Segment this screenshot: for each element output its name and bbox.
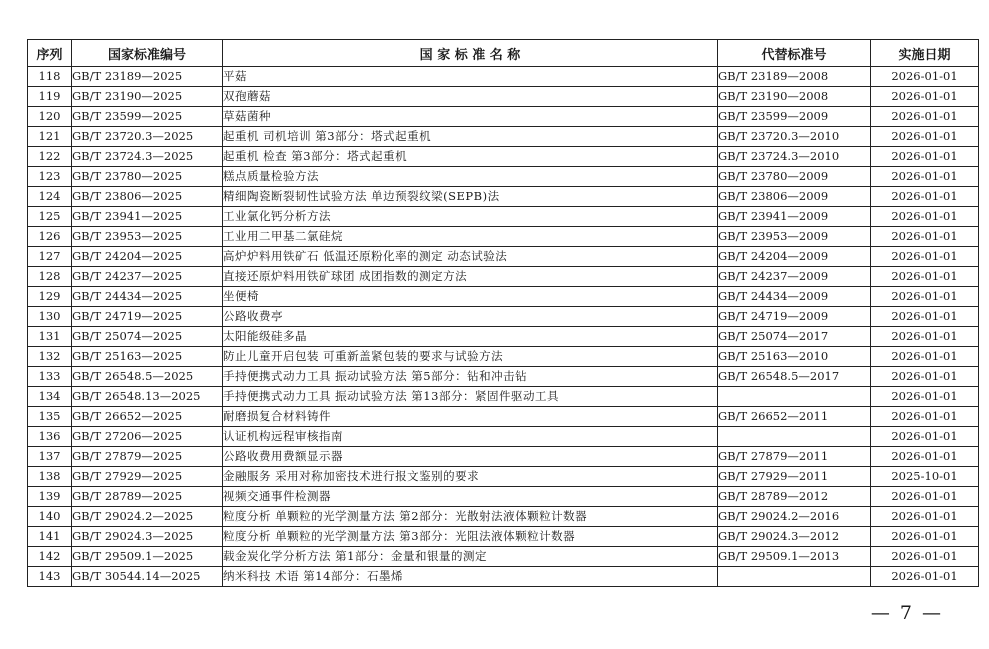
cell-name: 金融服务 采用对称加密技术进行报文鉴别的要求 xyxy=(223,467,718,487)
cell-name: 认证机构远程审核指南 xyxy=(223,427,718,447)
cell-replaced xyxy=(718,387,871,407)
cell-code: GB/T 23806—2025 xyxy=(72,187,223,207)
table-row xyxy=(28,327,979,347)
cell-replaced: GB/T 24434—2009 xyxy=(718,287,871,307)
cell-code: GB/T 23780—2025 xyxy=(72,167,223,187)
cell-code: GB/T 29024.2—2025 xyxy=(72,507,223,527)
cell-index: 124 xyxy=(28,187,72,207)
cell-index: 141 xyxy=(28,527,72,547)
cell-name: 公路收费亭 xyxy=(223,307,718,327)
table-header-row xyxy=(28,40,979,67)
cell-code: GB/T 30544.14—2025 xyxy=(72,567,223,587)
cell-index: 129 xyxy=(28,287,72,307)
cell-name: 工业用二甲基二氯硅烷 xyxy=(223,227,718,247)
cell-replaced: GB/T 29509.1—2013 xyxy=(718,547,871,567)
cell-date: 2026-01-01 xyxy=(871,407,979,427)
cell-code: GB/T 23724.3—2025 xyxy=(72,147,223,167)
cell-name: 载金炭化学分析方法 第1部分：金量和银量的测定 xyxy=(223,547,718,567)
table-row xyxy=(28,447,979,467)
cell-date: 2026-01-01 xyxy=(871,327,979,347)
table-row xyxy=(28,407,979,427)
cell-index: 119 xyxy=(28,87,72,107)
cell-name: 公路收费用费额显示器 xyxy=(223,447,718,467)
cell-index: 125 xyxy=(28,207,72,227)
cell-replaced: GB/T 23720.3—2010 xyxy=(718,127,871,147)
cell-index: 143 xyxy=(28,567,72,587)
cell-replaced: GB/T 29024.2—2016 xyxy=(718,507,871,527)
cell-code: GB/T 27879—2025 xyxy=(72,447,223,467)
table-row xyxy=(28,147,979,167)
cell-name: 精细陶瓷断裂韧性试验方法 单边预裂纹梁(SEPB)法 xyxy=(223,187,718,207)
cell-name: 高炉炉料用铁矿石 低温还原粉化率的测定 动态试验法 xyxy=(223,247,718,267)
cell-name: 直接还原炉料用铁矿球团 成团指数的测定方法 xyxy=(223,267,718,287)
cell-index: 137 xyxy=(28,447,72,467)
table-row xyxy=(28,127,979,147)
table-row xyxy=(28,207,979,227)
cell-index: 132 xyxy=(28,347,72,367)
cell-code: GB/T 24237—2025 xyxy=(72,267,223,287)
table-row xyxy=(28,467,979,487)
cell-code: GB/T 23953—2025 xyxy=(72,227,223,247)
cell-name: 双孢蘑菇 xyxy=(223,87,718,107)
table-row xyxy=(28,67,979,87)
cell-index: 123 xyxy=(28,167,72,187)
cell-replaced: GB/T 24204—2009 xyxy=(718,247,871,267)
cell-code: GB/T 24204—2025 xyxy=(72,247,223,267)
cell-date: 2026-01-01 xyxy=(871,547,979,567)
header-index: 序列 xyxy=(28,40,72,67)
cell-date: 2026-01-01 xyxy=(871,227,979,247)
cell-code: GB/T 26652—2025 xyxy=(72,407,223,427)
cell-name: 草菇菌种 xyxy=(223,107,718,127)
cell-date: 2026-01-01 xyxy=(871,427,979,447)
cell-replaced: GB/T 23190—2008 xyxy=(718,87,871,107)
cell-name: 粒度分析 单颗粒的光学测量方法 第3部分：光阻法液体颗粒计数器 xyxy=(223,527,718,547)
cell-index: 122 xyxy=(28,147,72,167)
cell-code: GB/T 23599—2025 xyxy=(72,107,223,127)
standards-table xyxy=(27,39,979,587)
table-row xyxy=(28,247,979,267)
table-row xyxy=(28,347,979,367)
cell-date: 2026-01-01 xyxy=(871,367,979,387)
cell-name: 耐磨损复合材料铸件 xyxy=(223,407,718,427)
cell-date: 2026-01-01 xyxy=(871,287,979,307)
cell-name: 起重机 司机培训 第3部分：塔式起重机 xyxy=(223,127,718,147)
cell-code: GB/T 25163—2025 xyxy=(72,347,223,367)
cell-code: GB/T 23190—2025 xyxy=(72,87,223,107)
cell-date: 2026-01-01 xyxy=(871,167,979,187)
header-replaced: 代替标准号 xyxy=(718,40,871,67)
cell-code: GB/T 29509.1—2025 xyxy=(72,547,223,567)
table-row xyxy=(28,187,979,207)
cell-index: 131 xyxy=(28,327,72,347)
cell-replaced: GB/T 24719—2009 xyxy=(718,307,871,327)
table-row xyxy=(28,547,979,567)
cell-name: 手持便携式动力工具 振动试验方法 第5部分：钻和冲击钻 xyxy=(223,367,718,387)
cell-replaced: GB/T 28789—2012 xyxy=(718,487,871,507)
cell-index: 135 xyxy=(28,407,72,427)
cell-replaced: GB/T 24237—2009 xyxy=(718,267,871,287)
cell-index: 142 xyxy=(28,547,72,567)
cell-date: 2026-01-01 xyxy=(871,347,979,367)
cell-replaced: GB/T 23189—2008 xyxy=(718,67,871,87)
cell-code: GB/T 25074—2025 xyxy=(72,327,223,347)
cell-date: 2026-01-01 xyxy=(871,127,979,147)
cell-code: GB/T 26548.13—2025 xyxy=(72,387,223,407)
table-row xyxy=(28,367,979,387)
cell-name: 粒度分析 单颗粒的光学测量方法 第2部分：光散射法液体颗粒计数器 xyxy=(223,507,718,527)
cell-code: GB/T 28789—2025 xyxy=(72,487,223,507)
cell-code: GB/T 27929—2025 xyxy=(72,467,223,487)
table-row xyxy=(28,287,979,307)
cell-date: 2025-10-01 xyxy=(871,467,979,487)
cell-replaced: GB/T 27929—2011 xyxy=(718,467,871,487)
table-row xyxy=(28,527,979,547)
cell-code: GB/T 23720.3—2025 xyxy=(72,127,223,147)
cell-replaced: GB/T 23599—2009 xyxy=(718,107,871,127)
table-row xyxy=(28,487,979,507)
cell-index: 136 xyxy=(28,427,72,447)
cell-date: 2026-01-01 xyxy=(871,147,979,167)
table-row xyxy=(28,167,979,187)
cell-index: 126 xyxy=(28,227,72,247)
cell-date: 2026-01-01 xyxy=(871,67,979,87)
cell-name: 工业氯化钙分析方法 xyxy=(223,207,718,227)
cell-name: 手持便携式动力工具 振动试验方法 第13部分：紧固件驱动工具 xyxy=(223,387,718,407)
cell-code: GB/T 23941—2025 xyxy=(72,207,223,227)
cell-code: GB/T 24434—2025 xyxy=(72,287,223,307)
cell-date: 2026-01-01 xyxy=(871,207,979,227)
cell-date: 2026-01-01 xyxy=(871,247,979,267)
cell-name: 太阳能级硅多晶 xyxy=(223,327,718,347)
table-row xyxy=(28,387,979,407)
cell-name: 坐便椅 xyxy=(223,287,718,307)
cell-name: 起重机 检查 第3部分：塔式起重机 xyxy=(223,147,718,167)
cell-index: 139 xyxy=(28,487,72,507)
header-name: 国 家 标 准 名 称 xyxy=(223,40,718,67)
cell-index: 130 xyxy=(28,307,72,327)
header-code: 国家标准编号 xyxy=(72,40,223,67)
cell-date: 2026-01-01 xyxy=(871,387,979,407)
cell-replaced: GB/T 23953—2009 xyxy=(718,227,871,247)
cell-name: 糕点质量检验方法 xyxy=(223,167,718,187)
cell-date: 2026-01-01 xyxy=(871,447,979,467)
table-row xyxy=(28,267,979,287)
cell-replaced xyxy=(718,427,871,447)
cell-date: 2026-01-01 xyxy=(871,187,979,207)
cell-replaced: GB/T 25163—2010 xyxy=(718,347,871,367)
cell-replaced: GB/T 29024.3—2012 xyxy=(718,527,871,547)
cell-name: 纳米科技 术语 第14部分：石墨烯 xyxy=(223,567,718,587)
table-row xyxy=(28,427,979,447)
cell-code: GB/T 24719—2025 xyxy=(72,307,223,327)
cell-code: GB/T 26548.5—2025 xyxy=(72,367,223,387)
cell-date: 2026-01-01 xyxy=(871,567,979,587)
cell-date: 2026-01-01 xyxy=(871,487,979,507)
cell-date: 2026-01-01 xyxy=(871,107,979,127)
cell-name: 防止儿童开启包装 可重新盖紧包装的要求与试验方法 xyxy=(223,347,718,367)
cell-index: 120 xyxy=(28,107,72,127)
cell-index: 133 xyxy=(28,367,72,387)
cell-replaced xyxy=(718,567,871,587)
cell-replaced: GB/T 23941—2009 xyxy=(718,207,871,227)
cell-replaced: GB/T 26652—2011 xyxy=(718,407,871,427)
cell-date: 2026-01-01 xyxy=(871,507,979,527)
cell-index: 121 xyxy=(28,127,72,147)
table-row xyxy=(28,87,979,107)
cell-code: GB/T 29024.3—2025 xyxy=(72,527,223,547)
cell-date: 2026-01-01 xyxy=(871,87,979,107)
page-number: — 7 — xyxy=(870,602,943,624)
cell-index: 140 xyxy=(28,507,72,527)
cell-name: 视频交通事件检测器 xyxy=(223,487,718,507)
table-row xyxy=(28,507,979,527)
table-body xyxy=(28,67,979,587)
cell-index: 138 xyxy=(28,467,72,487)
table-row xyxy=(28,567,979,587)
cell-index: 128 xyxy=(28,267,72,287)
cell-replaced: GB/T 23724.3—2010 xyxy=(718,147,871,167)
cell-code: GB/T 27206—2025 xyxy=(72,427,223,447)
cell-code: GB/T 23189—2025 xyxy=(72,67,223,87)
cell-index: 134 xyxy=(28,387,72,407)
header-date: 实施日期 xyxy=(871,40,979,67)
cell-replaced: GB/T 26548.5—2017 xyxy=(718,367,871,387)
cell-index: 127 xyxy=(28,247,72,267)
cell-name: 平菇 xyxy=(223,67,718,87)
cell-replaced: GB/T 27879—2011 xyxy=(718,447,871,467)
table-row xyxy=(28,307,979,327)
cell-date: 2026-01-01 xyxy=(871,527,979,547)
cell-replaced: GB/T 23806—2009 xyxy=(718,187,871,207)
cell-date: 2026-01-01 xyxy=(871,307,979,327)
cell-replaced: GB/T 25074—2017 xyxy=(718,327,871,347)
cell-replaced: GB/T 23780—2009 xyxy=(718,167,871,187)
cell-index: 118 xyxy=(28,67,72,87)
table-row xyxy=(28,107,979,127)
table-row xyxy=(28,227,979,247)
cell-date: 2026-01-01 xyxy=(871,267,979,287)
